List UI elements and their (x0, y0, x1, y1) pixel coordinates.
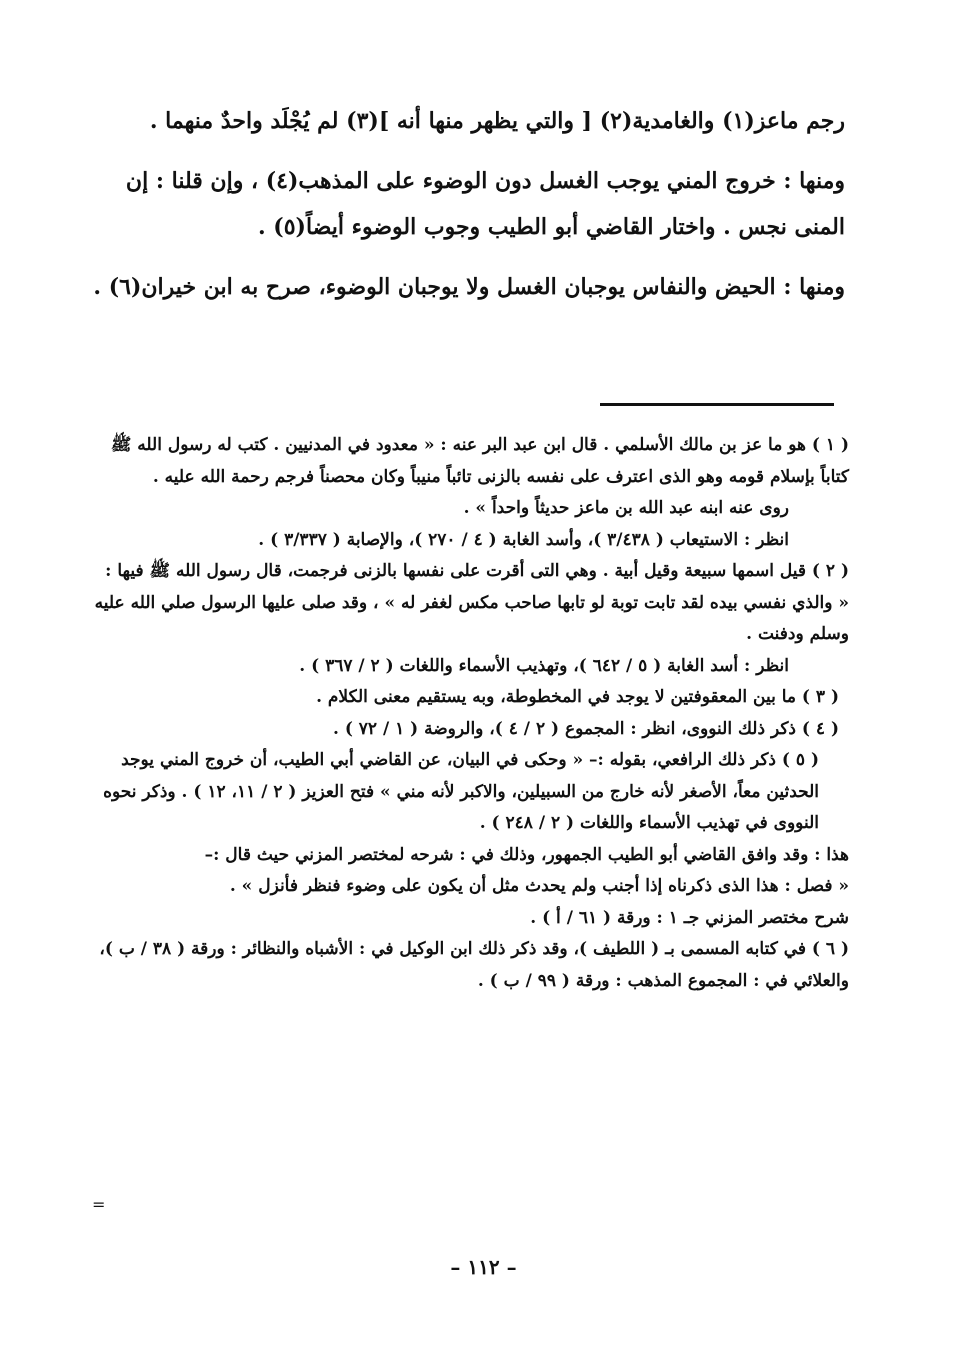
margin-mark: = (92, 1195, 106, 1214)
footnote: ( ٤ ) ذكر ذلك النووى، انظر : المجموع ( ٢ / ٤ )، والروضة ( ١ / ٧٢ ) . (332, 718, 839, 739)
footnote: « فصل : هذا الذى ذكرناه إذا أجنب ولم يحدث مثل أن يكون على وضوء فنظر فأنزل » . (229, 876, 849, 896)
footnote: ( ٣ ) ما بين المعقوفتين لا يوجد في المخطوطة، وبه يستقيم معنى الكلام . (316, 687, 839, 707)
page-number: – ١١٢ – (450, 1255, 517, 1279)
footnote: ( ٦ ) في كتابه المسمى بـ ( اللطيف )، وقد ذكر ذلك ابن الوكيل في : الأشباه والنظائر : ورقة ( ٣٨ / ب )، والعلائي في : المجموع المذهب : ورقة ( ٩٩ / ب ) . (99, 939, 849, 991)
footnote: ( ٥ ) ذكر ذلك الرافعي، بقوله :– « وحكى في البيان، عن القاضي أبي الطيب، أن خروج المني يوجد الحدثين معاً، الأصغر لأنه خارج من السبيلين، والاكبر لأنه مني » فتح العزيز ( ٢ / ١١، ١٢ ) . وذكر نحوه النووى في تهذيب الأسماء واللغات ( ٢ / ٢٤٨ ) . (103, 750, 819, 833)
footnote: انظر : الاستيعاب ( ٣/٤٣٨ )، وأسد الغابة ( ٤ / ٢٧٠ )، والإصابة ( ٣/٣٣٧ ) . (258, 529, 789, 550)
footnote: ( ١ ) هو ما عز بن مالك الأسلمي . قال ابن عبد البر عنه : « معدود في المدنيين . كتب له رسول الله ﷺ كتاباً بإسلام قومه وهو الذى اعترف على نفسه بالزنى تائباً منيباً وكان محصناً فرجم رحمة الله عليه . (110, 435, 849, 487)
footnote: ( ٢ ) قيل اسمها سبيعة وقيل أبية . وهي التى أقرت على نفسها بالزنى فرجمت، قال رسول الله ﷺ فيها : « والذي نفسي بيده لقد تابت توبة لو تابها صاحب مكس لغفر له » ، وقد صلى عليها الرسول صلي الله عليه وسلم ودفنت . (94, 561, 849, 644)
main-text (88, 98, 845, 310)
main-paragraph: ومنها : الحيض والنفاس يوجبان الغسل ولا يوجبان الوضوء، صرح به ابن خيران(٦) . (93, 274, 845, 300)
footnote: شرح مختصر المزني جـ ١ : ورقة ( ٦١ / أ ) . (530, 907, 849, 928)
footnotes (92, 430, 849, 997)
footnote: روى عنه ابنه عبد الله بن ماعز حديثاً واحداً » . (463, 498, 789, 518)
footnote-separator (600, 403, 834, 406)
main-paragraph: ومنها : خروج المني يوجب الغسل دون الوضوء على المذهب(٤) ، وإن قلنا : إن المنى نجس . واختار القاضي أبو الطيب وجوب الوضوء أيضاً(٥) . (125, 168, 845, 240)
footnote: هذا : وقد وافق القاضي أبو الطيب الجمهور، وذلك في : شرحه لمختصر المزني حيث قال :– (204, 844, 849, 865)
footnote: انظر : أسد الغابة ( ٥ / ٦٤٢ )، وتهذيب الأسماء واللغات ( ٢ / ٣٦٧ ) . (299, 655, 789, 676)
main-paragraph: رجم ماعز(١) والغامدية(٢) [ والتي يظهر منها أنه ](٣) لم يُجْلَد واحدٌ منهما . (149, 108, 845, 134)
